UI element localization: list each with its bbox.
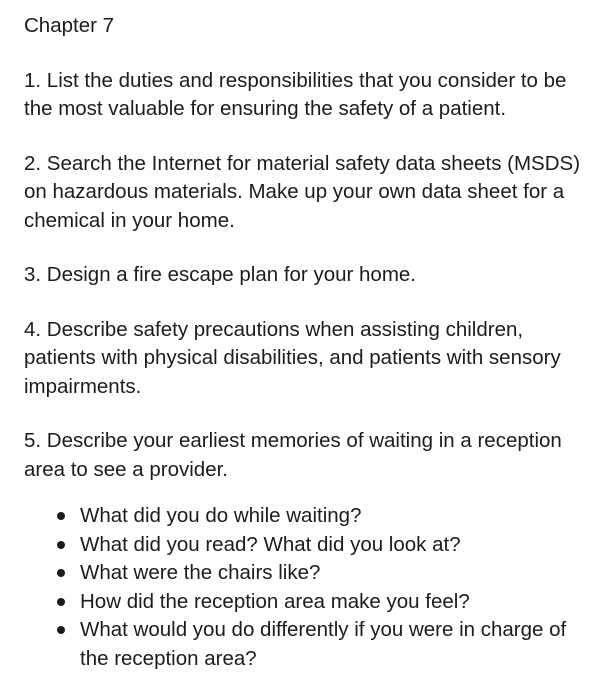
bullet-dot-icon: [57, 541, 65, 549]
bullet-dot-icon: [57, 512, 65, 520]
question-4: 4. Describe safety precautions when assisting children, patients with physical disabilities, and patients with sensory impairments.: [24, 317, 561, 398]
bullet-text: What did you do while waiting?: [80, 504, 362, 527]
reflection-bullet-list: [24, 502, 595, 673]
question-1: 1. List the duties and responsibilities that you consider to be the most valuable for ensuring the safety of a patient.: [24, 68, 567, 120]
bullet-item: [56, 559, 595, 588]
bullet-text: How did the reception area make you feel?: [80, 589, 470, 613]
bullet-text: What did you read? What did you look at?: [80, 532, 461, 556]
bullet-item: [56, 588, 595, 617]
question-2: 2. Search the Internet for material safety data sheets (MSDS) on hazardous materials. Make up your own data sheet for a chemical in your home.: [24, 151, 581, 232]
question-3: 3. Design a fire escape plan for your home.: [24, 263, 416, 286]
bullet-dot-icon: [57, 569, 65, 577]
bullet-item: [56, 502, 595, 531]
bullet-text: What were the chairs like?: [80, 561, 321, 584]
chapter-title: Chapter 7: [24, 14, 115, 37]
bullet-dot-icon: [57, 598, 65, 606]
bullet-text: What would you do differently if you were in charge of the reception area?: [80, 618, 567, 670]
bullet-item: [56, 531, 595, 560]
question-5: 5. Describe your earliest memories of waiting in a reception area to see a provider.: [24, 429, 562, 481]
bullet-item: [56, 616, 595, 673]
bullet-dot-icon: [57, 626, 65, 634]
